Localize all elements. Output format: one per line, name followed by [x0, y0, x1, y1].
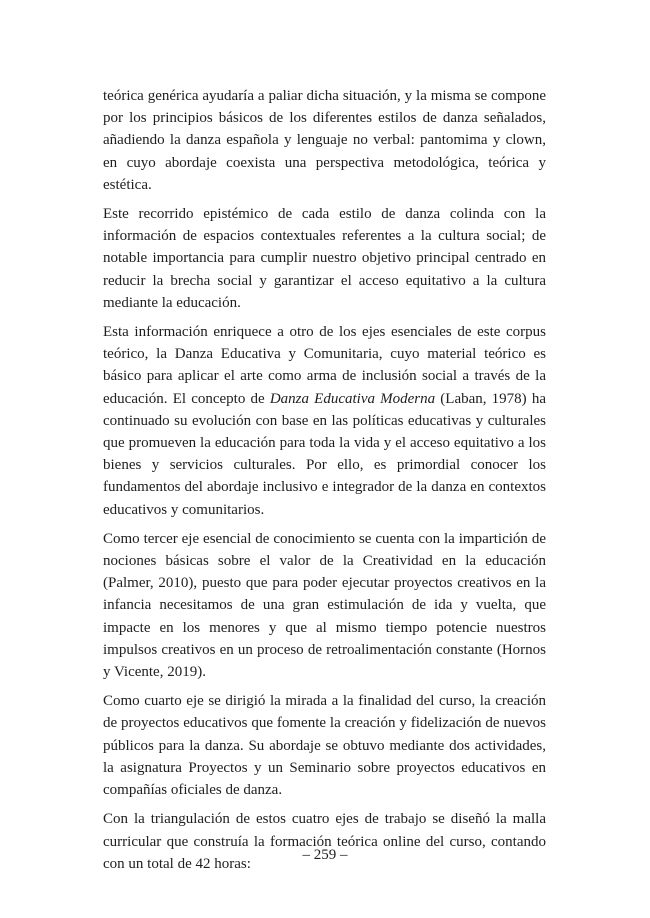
page-body [103, 85, 546, 882]
paragraph-2: Este recorrido epistémico de cada estilo de danza colinda con la información de espacios contextuales referentes a la cultura social; de notable importancia para cumplir nuestro objetivo principal centrado en reducir la brecha social y garantizar el acceso equitativo a la cultura mediante la educación. [103, 206, 546, 311]
paragraph-3-text-before: Esta información enriquece a otro de los ejes esenciales de este corpus teórico, la Danza Educativa y Comunitaria, cuyo material teórico es básico para aplicar el arte como arma de inclusión social a través de la educación. El concepto de [103, 324, 546, 407]
paragraph-3-text-after: (Laban, 1978) ha continuado su evolución con base en las políticas educativas y culturales que promueven la educación para toda la vida y el acceso equitativo a los bienes y servicios culturales. Por ello, es primordial conocer los fundamentos del abordaje inclusivo e integrador de la danza en contextos educativos y comunitarios. [103, 390, 546, 518]
paragraph-5: Como cuarto eje se dirigió la mirada a la finalidad del curso, la creación de proyectos educativos que fomente la creación y fidelización de nuevos públicos para la danza. Su abordaje se obtuvo mediante dos actividades, la asignatura Proyectos y un Seminario sobre proyectos educativos en compañías oficiales de danza. [103, 693, 546, 799]
italic-term: Danza Educativa Moderna [269, 390, 436, 407]
paragraph-3 [103, 321, 546, 521]
page-number: – 259 – [302, 847, 348, 863]
paragraph-1: teórica genérica ayudaría a paliar dicha situación, y la misma se compone por los principios básicos de los diferentes estilos de danza señalados, añadiendo la danza española y lenguaje no verbal: pantomima y clown, en cuyo abordaje coexista una perspectiva metodológica, teórica y estética. [103, 88, 546, 193]
paragraph-4: Como tercer eje esencial de conocimiento se cuenta con la impartición de nociones básicas sobre el valor de la Creatividad en la educación (Palmer, 2010), puesto que para poder ejecutar proyectos creativos en la infancia necesitamos de una gran estimulación de ida y vuelta, que impacte en los menores y que al mismo tiempo potencie nuestros impulsos creativos en un proceso de retroalimentación constante (Hornos y Vicente, 2019). [103, 530, 546, 681]
paragraph-6: Con la triangulación de estos cuatro ejes de trabajo se diseñó la malla curricular que construía la formación teórica online del curso, contando con un total de 42 horas: [103, 811, 546, 872]
